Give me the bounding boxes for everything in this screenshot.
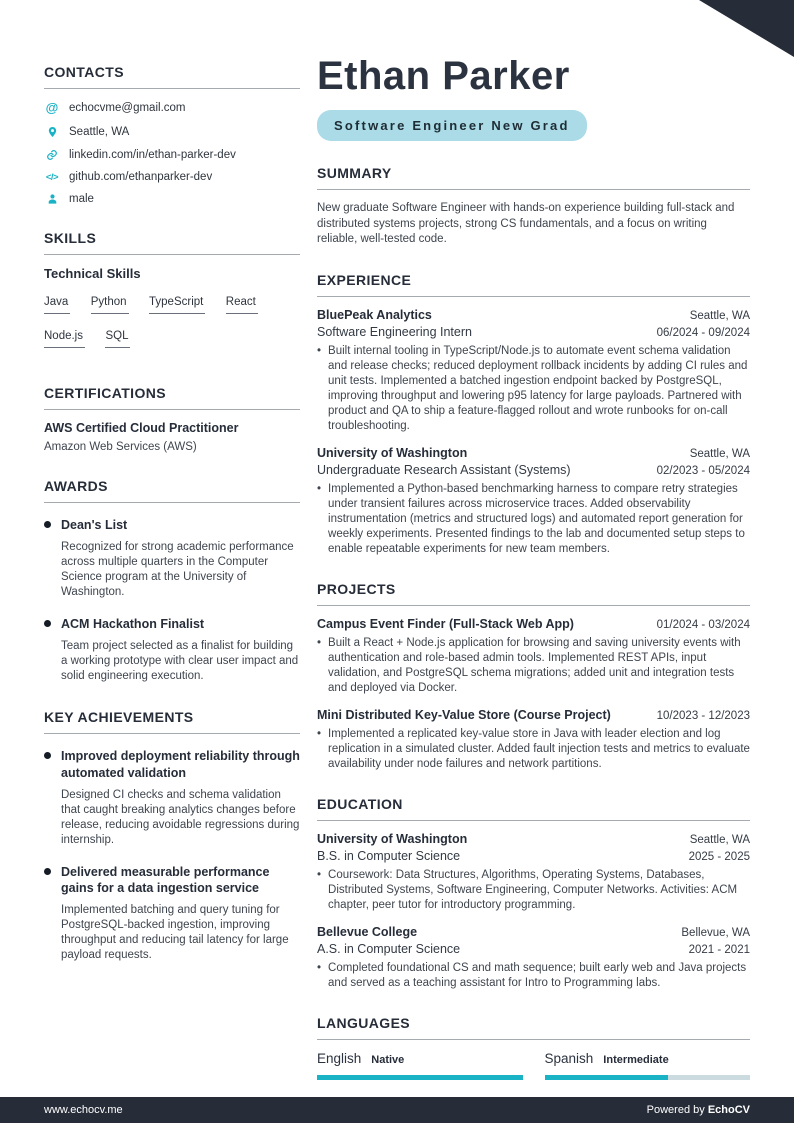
- experience-entry: [317, 308, 750, 434]
- company-name: University of Washington: [317, 445, 468, 460]
- achievement-title: Improved deployment reliability through automated validation: [61, 748, 300, 780]
- skill-item: Java: [44, 296, 70, 314]
- skill-item: TypeScript: [149, 296, 205, 314]
- achievement-item: [44, 864, 300, 964]
- project-entry: [317, 617, 750, 696]
- experience-entry: [317, 446, 750, 557]
- language-bar: [317, 1075, 523, 1080]
- education-entry: [317, 925, 750, 991]
- award-item: [44, 517, 300, 600]
- language-bar: [545, 1075, 751, 1080]
- sidebar: [44, 64, 300, 988]
- job-dates: 02/2023 - 05/2024: [656, 464, 750, 477]
- education-bullets: [317, 868, 750, 913]
- contacts-heading: CONTACTS: [44, 64, 300, 89]
- language-grid: [317, 1051, 750, 1080]
- languages-section: [317, 1015, 750, 1080]
- language-level: Intermediate: [603, 1053, 669, 1066]
- candidate-name: Ethan Parker: [317, 54, 570, 98]
- certification-item: [44, 421, 300, 453]
- school-location: Bellevue, WA: [681, 926, 750, 939]
- corner-decoration: [699, 0, 794, 57]
- footer-bar: [0, 1097, 794, 1123]
- projects-heading: PROJECTS: [317, 581, 750, 606]
- contact-item-gender: [44, 193, 300, 205]
- bullet-icon: [44, 868, 51, 875]
- skills-heading: SKILLS: [44, 230, 300, 255]
- bullet-icon: •: [317, 636, 322, 649]
- job-title: Software Engineering Intern: [317, 324, 472, 339]
- bullet-icon: •: [317, 727, 322, 740]
- project-bullets: [317, 727, 750, 772]
- language-name: English: [317, 1050, 362, 1066]
- education-bullets: [317, 961, 750, 991]
- award-item: [44, 616, 300, 684]
- skill-item: Node.js: [44, 330, 85, 348]
- contact-item-github: [44, 171, 300, 183]
- language-level: Native: [371, 1053, 405, 1066]
- summary-section: [317, 165, 750, 248]
- achievement-title: Delivered measurable performance gains for a data ingestion service: [61, 864, 270, 896]
- project-dates: 10/2023 - 12/2023: [656, 709, 750, 722]
- language-bar-fill: [545, 1075, 668, 1080]
- language-item: [317, 1051, 523, 1080]
- echocv-brand-link[interactable]: EchoCV: [707, 1104, 750, 1116]
- school-name: Bellevue College: [317, 924, 418, 939]
- summary-text: New graduate Software Engineer with hands-on experience building full-stack and distributed systems projects, strong CS fundamentals, and a focus on writing reliable, well-tested code.: [317, 202, 735, 245]
- powered-by-text: Powered by: [646, 1104, 708, 1116]
- project-dates: 01/2024 - 03/2024: [656, 618, 750, 631]
- company-name: BluePeak Analytics: [317, 307, 432, 322]
- bullet-icon: [44, 521, 51, 528]
- award-title: ACM Hackathon Finalist: [61, 616, 205, 631]
- education-section: [317, 796, 750, 991]
- skill-item: SQL: [105, 330, 130, 348]
- education-dates: 2021 - 2021: [688, 943, 750, 956]
- project-title: Mini Distributed Key-Value Store (Course Project): [317, 707, 611, 722]
- project-bullets: [317, 636, 750, 696]
- skills-section: [44, 230, 300, 360]
- education-dates: 2025 - 2025: [688, 850, 750, 863]
- award-description: Team project selected as a finalist for building a working prototype with clear user impact and solid engineering execution.: [61, 639, 299, 682]
- bullet-icon: [44, 752, 51, 759]
- experience-bullets: [317, 482, 750, 557]
- job-dates: 06/2024 - 09/2024: [656, 326, 750, 339]
- achievement-description: Implemented batching and query tuning for PostgreSQL-backed ingestion, improving throughput and reducing tail latency for large payload requests.: [61, 904, 289, 962]
- language-name: Spanish: [544, 1050, 594, 1066]
- bullet-item: • Coursework: Data Structures, Algorithms, Operating Systems, Databases, Distributed Systems, Software Engineering, Computer Networks. Activities: ACM chapter, peer tutor for introductory programming.: [317, 868, 738, 911]
- bullet-icon: •: [317, 961, 322, 974]
- role-badge: Software Engineer New Grad: [317, 110, 587, 141]
- bullet-item: • Built a React + Node.js application for browsing and saving university events with authentication and role-based admin tools. Implemented REST APIs, input validation, and PostgreSQL schema migrations; added unit and integration tests and deployed via Docker.: [317, 636, 741, 694]
- bullet-icon: •: [317, 482, 322, 495]
- education-entry: [317, 832, 750, 913]
- email-icon: @: [45, 100, 59, 115]
- bullet-item: • Implemented a replicated key-value store in Java with leader election and log replication in a simulated cluster. Added fault injection tests and metrics to evaluate availability under node failures and network partitions.: [317, 727, 750, 770]
- key-achievements-section: [44, 709, 300, 964]
- key-achievements-heading: KEY ACHIEVEMENTS: [44, 709, 300, 734]
- summary-heading: SUMMARY: [317, 165, 750, 190]
- certification-title: AWS Certified Cloud Practitioner: [44, 421, 239, 435]
- contact-item-email: [44, 100, 300, 115]
- certifications-heading: CERTIFICATIONS: [44, 385, 300, 410]
- language-bar-fill: [317, 1075, 523, 1080]
- location-icon: [44, 125, 60, 139]
- projects-section: [317, 581, 750, 772]
- project-entry: [317, 708, 750, 772]
- main-column: [317, 54, 750, 1080]
- company-location: Seattle, WA: [689, 447, 750, 460]
- school-location: Seattle, WA: [689, 833, 750, 846]
- contacts-section: [44, 64, 300, 205]
- achievement-item: [44, 748, 300, 848]
- job-title: Undergraduate Research Assistant (Systems): [317, 462, 571, 477]
- awards-heading: AWARDS: [44, 478, 300, 503]
- bullet-icon: •: [317, 344, 322, 357]
- skill-item: Python: [91, 296, 129, 314]
- contact-item-linkedin: [44, 149, 300, 161]
- link-icon: [44, 149, 60, 161]
- skill-item: React: [226, 296, 258, 314]
- bullet-item: • Built internal tooling in TypeScript/Node.js to automate event schema validation and release checks; reduced deployment rollback incidents by adding CI rules and unit tests. Implemented a batched ingestion endpoint backed by PostgreSQL, improving throughput and lowering p95 latency for large payloads. Partnered with product and QA to ship a feature-flagged rollout and wrote runbooks for on-call troubleshooting.: [317, 344, 748, 432]
- contact-location-text: Seattle, WA: [69, 126, 130, 138]
- contact-linkedin-text[interactable]: linkedin.com/in/ethan-parker-dev: [69, 149, 236, 161]
- skills-group-title: Technical Skills: [44, 266, 141, 281]
- code-icon: </>: [45, 171, 59, 183]
- certification-issuer: Amazon Web Services (AWS): [44, 441, 197, 453]
- awards-section: [44, 478, 300, 684]
- experience-bullets: [317, 344, 750, 434]
- award-description: Recognized for strong academic performance across multiple quarters in the Computer Science program at the University of Washington.: [61, 540, 294, 598]
- contact-email-text[interactable]: echocvme@gmail.com: [69, 101, 186, 114]
- skill-list: [44, 292, 300, 360]
- languages-heading: LANGUAGES: [317, 1015, 750, 1040]
- experience-section: [317, 272, 750, 557]
- contact-github-text[interactable]: github.com/ethanparker-dev: [69, 171, 213, 183]
- certifications-section: [44, 385, 300, 453]
- person-icon: [44, 193, 60, 205]
- degree: B.S. in Computer Science: [317, 848, 461, 863]
- bullet-icon: •: [317, 868, 322, 881]
- contact-list: [44, 100, 300, 205]
- achievement-description: Designed CI checks and schema validation that caught breaking analytics changes before release, reducing avoidable regressions during internship.: [61, 788, 300, 846]
- footer-site-link[interactable]: www.echocv.me: [44, 1104, 123, 1116]
- bullet-item: • Completed foundational CS and math sequence; built early web and Java projects and served as a teaching assistant for Intro to Programming labs.: [317, 961, 747, 989]
- company-location: Seattle, WA: [689, 309, 750, 322]
- school-name: University of Washington: [317, 831, 468, 846]
- contact-item-location: [44, 125, 300, 139]
- degree: A.S. in Computer Science: [317, 941, 461, 956]
- education-heading: EDUCATION: [317, 796, 750, 821]
- experience-heading: EXPERIENCE: [317, 272, 750, 297]
- contact-gender-text: male: [69, 193, 94, 205]
- bullet-item: • Implemented a Python-based benchmarking harness to compare retry strategies under transient failures across microservice traces. Added observability instrumentation (metrics and structured logs) and automated report generation for weekly experiments. Presented findings to the lab and documented setup steps to enable repeatable experiments for new team members.: [317, 482, 745, 555]
- footer-powered-by: [647, 1104, 750, 1116]
- award-title: Dean's List: [61, 518, 128, 532]
- language-item: [545, 1051, 751, 1080]
- bullet-icon: [44, 620, 51, 627]
- project-title: Campus Event Finder (Full-Stack Web App): [317, 616, 574, 631]
